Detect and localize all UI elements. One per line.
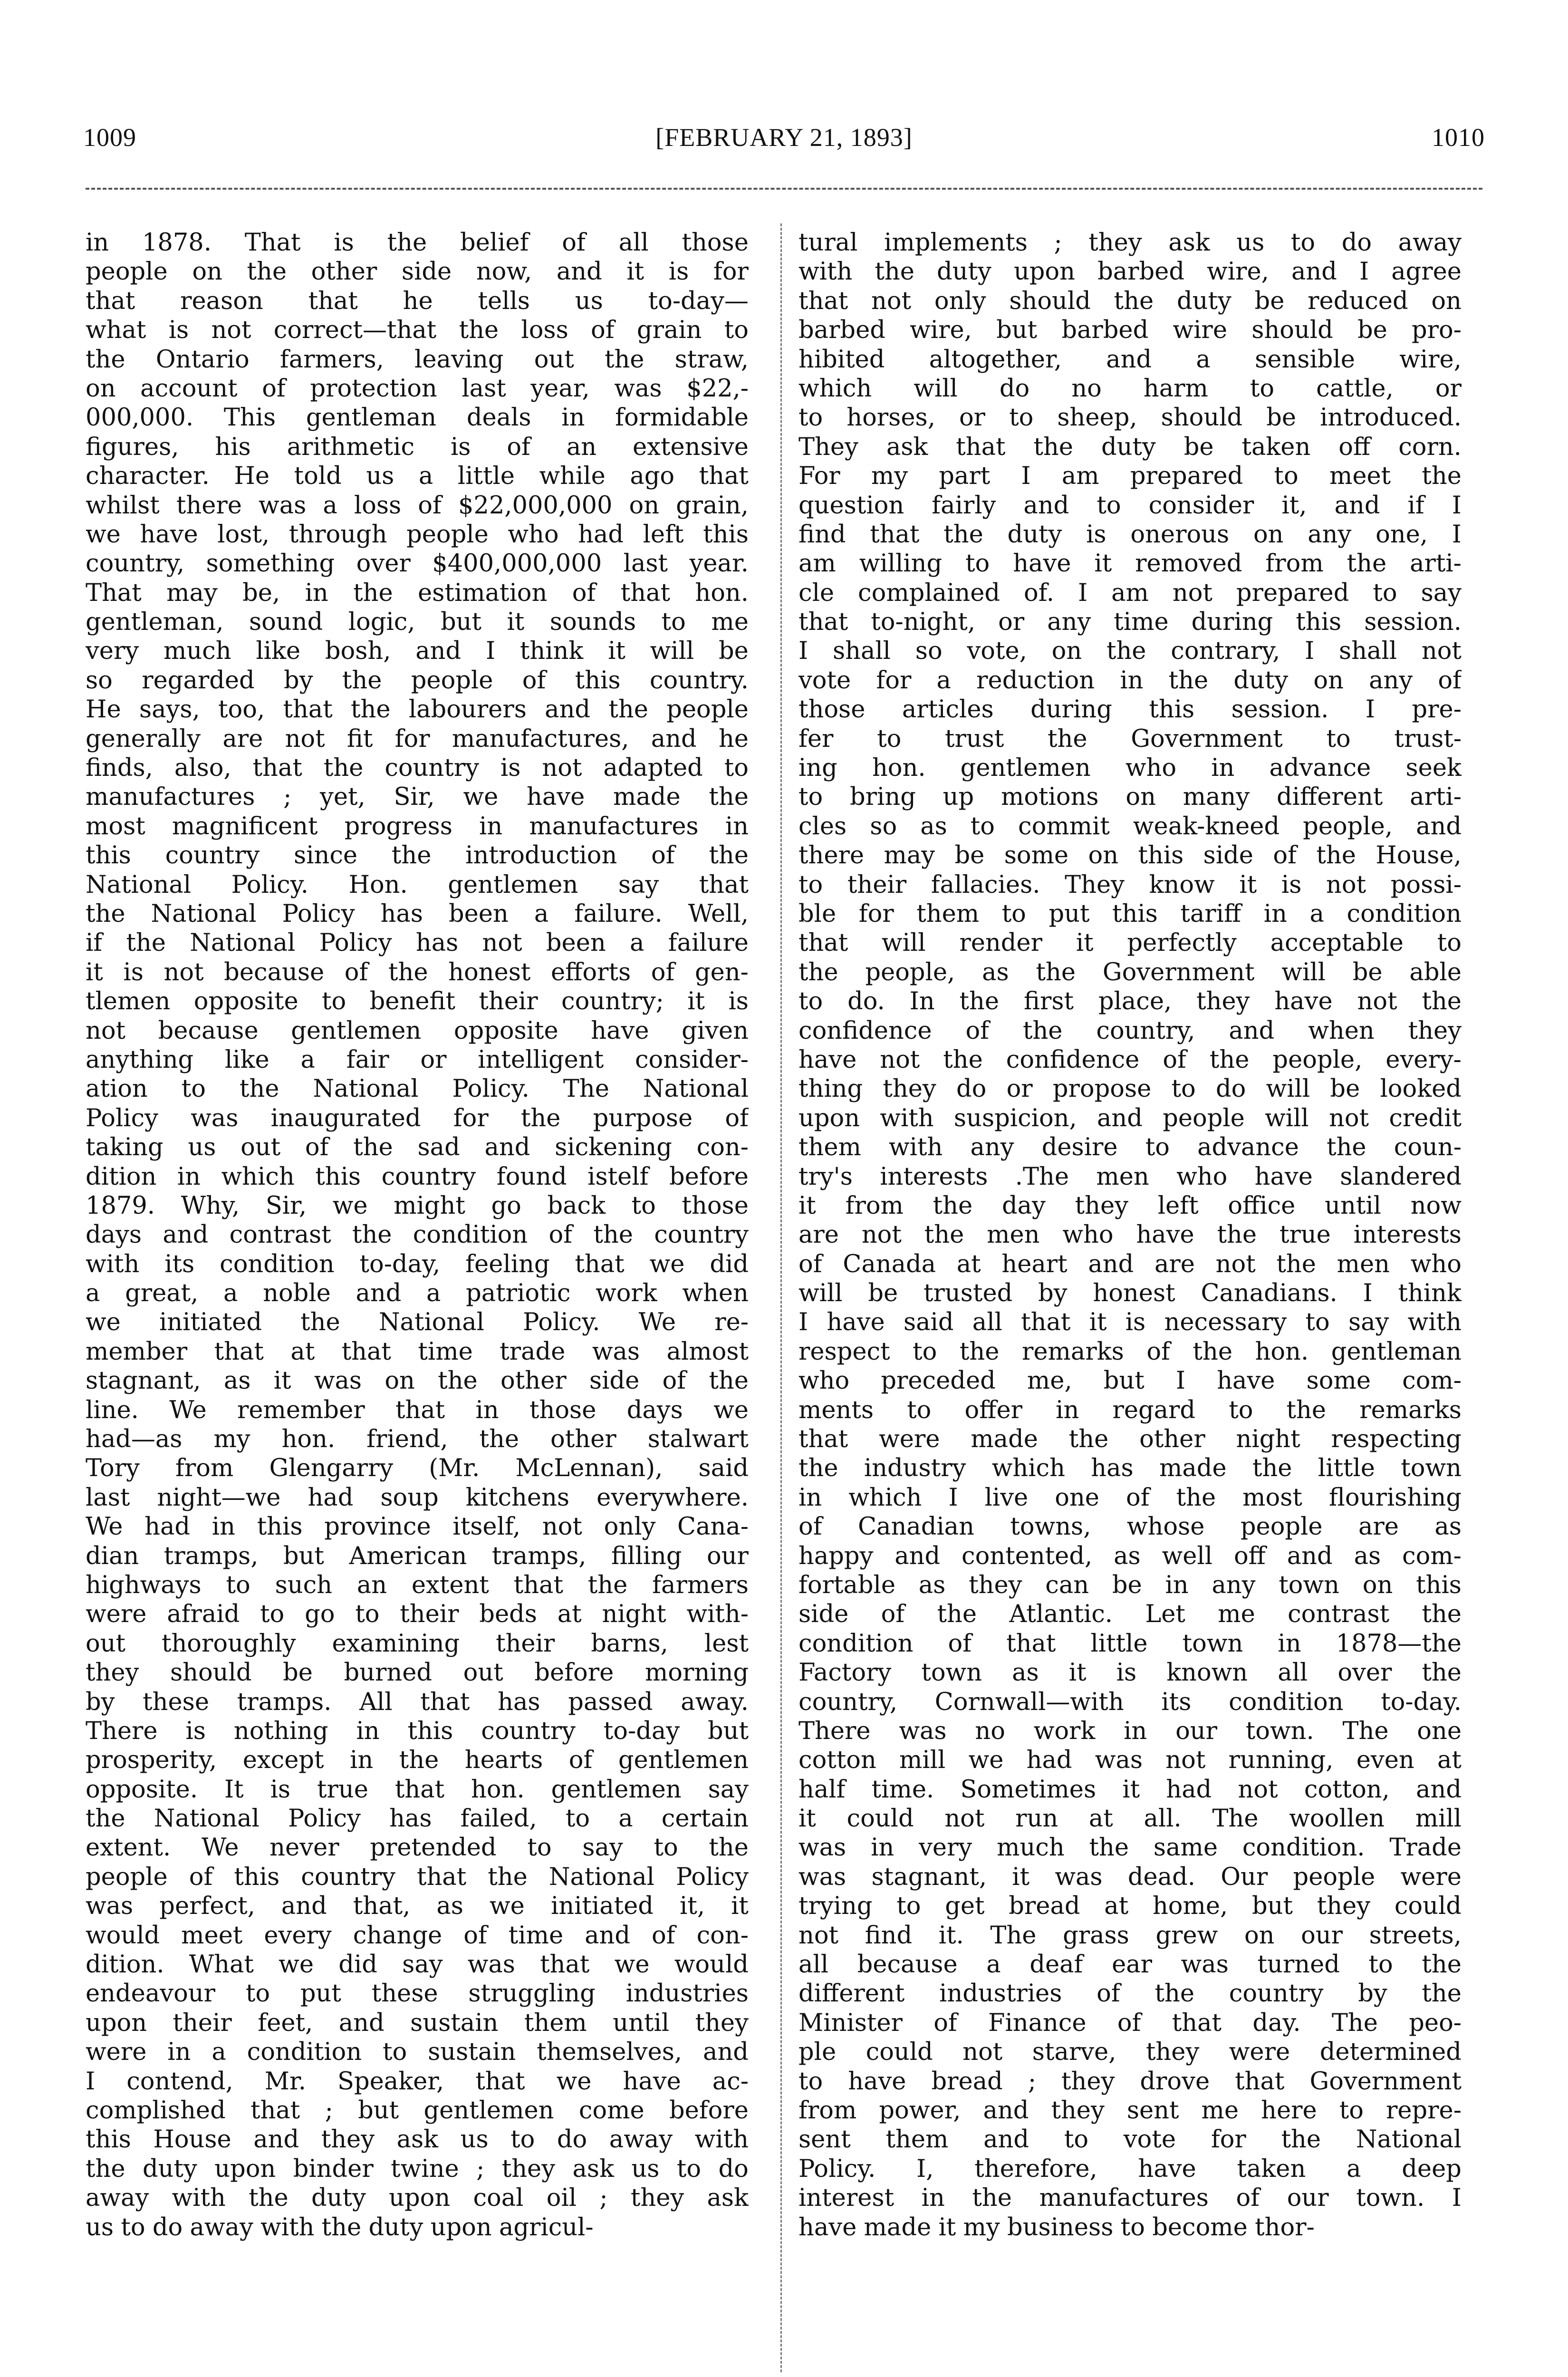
text-line: dition in which this country found istelf before — [86, 1162, 749, 1191]
page-date: [FEBRUARY 21, 1893] — [655, 123, 913, 152]
text-line: ple could not starve, they were determined — [798, 2038, 1462, 2067]
text-line: prosperity, except in the hearts of gentlemen — [86, 1746, 749, 1775]
text-line: not because gentlemen opposite have given — [86, 1016, 749, 1045]
text-line: not find it. The grass grew on our streets, — [798, 1921, 1462, 1950]
text-line: There was no work in our town. The one — [798, 1717, 1462, 1745]
text-line: dian tramps, but American tramps, filling our — [86, 1542, 749, 1570]
text-line: upon with suspicion, and people will not credit — [798, 1104, 1462, 1132]
text-line: I have said all that it is necessary to say with — [798, 1308, 1462, 1337]
text-line: were afraid to go to their beds at night with- — [86, 1600, 749, 1629]
text-line: fortable as they can be in any town on this — [798, 1571, 1462, 1599]
text-line: the National Policy has failed, to a certain — [86, 1805, 749, 1833]
text-line: stagnant, as it was on the other side of the — [86, 1367, 749, 1395]
header-rule — [86, 188, 1482, 190]
text-line: that reason that he tells us to-day— — [86, 287, 749, 315]
text-line: if the National Policy has not been a failure — [86, 929, 749, 957]
text-line: on account of protection last year, was $22,- — [86, 374, 749, 403]
text-line: ation to the National Policy. The National — [86, 1075, 749, 1103]
text-line: which will do no harm to cattle, or — [798, 374, 1462, 403]
text-line: trying to get bread at home, but they could — [798, 1892, 1462, 1921]
page-number-right: 1010 — [1432, 123, 1485, 152]
text-line: from power, and they sent me here to repre- — [798, 2097, 1462, 2125]
text-line: the people, as the Government will be able — [798, 958, 1462, 986]
text-line: with the duty upon barbed wire, and I agree — [798, 258, 1462, 286]
text-line: was stagnant, it was dead. Our people were — [798, 1863, 1462, 1891]
text-line: the industry which has made the little town — [798, 1454, 1462, 1483]
text-line: out thoroughly examining their barns, lest — [86, 1629, 749, 1658]
text-line: member that at that time trade was almost — [86, 1337, 749, 1366]
text-line: vote for a reduction in the duty on any of — [798, 666, 1462, 695]
text-line: side of the Atlantic. Let me contrast the — [798, 1600, 1462, 1629]
text-line: half time. Sometimes it had not cotton, and — [798, 1775, 1462, 1804]
text-line: ing hon. gentlemen who in advance seek — [798, 754, 1462, 783]
text-line: in which I live one of the most flourishing — [798, 1483, 1462, 1512]
text-line: this House and they ask us to do away with — [86, 2126, 749, 2154]
text-line: all because a deaf ear was turned to the — [798, 1951, 1462, 1979]
text-line: it could not run at all. The woollen mill — [798, 1805, 1462, 1833]
text-line: find that the duty is onerous on any one, I — [798, 520, 1462, 549]
text-line: question fairly and to consider it, and if I — [798, 491, 1462, 520]
text-line: different industries of the country by the — [798, 1980, 1462, 2008]
text-line: of Canada at heart and are not the men who — [798, 1250, 1462, 1278]
text-line: cotton mill we had was not running, even at — [798, 1746, 1462, 1775]
text-line: For my part I am prepared to meet the — [798, 462, 1462, 491]
text-line: respect to the remarks of the hon. gentleman — [798, 1337, 1462, 1366]
text-line: finds, also, that the country is not adapted to — [86, 754, 749, 783]
text-line: people on the other side now, and it is for — [86, 258, 749, 286]
text-line: the National Policy has been a failure. Well, — [86, 899, 749, 928]
text-line: I shall so vote, on the contrary, I shall not — [798, 637, 1462, 666]
text-line: There is nothing in this country to-day but — [86, 1717, 749, 1745]
text-line: opposite. It is true that hon. gentlemen say — [86, 1775, 749, 1804]
text-line: days and contrast the condition of the country — [86, 1221, 749, 1249]
text-line: Policy was inaugurated for the purpose of — [86, 1104, 749, 1132]
text-line: them with any desire to advance the coun- — [798, 1133, 1462, 1162]
text-line: Tory from Glengarry (Mr. McLennan), said — [86, 1454, 749, 1483]
text-line: highways to such an extent that the farmers — [86, 1571, 749, 1599]
text-line: it from the day they left office until now — [798, 1191, 1462, 1220]
text-line: am willing to have it removed from the arti- — [798, 550, 1462, 578]
text-line: 1879. Why, Sir, we might go back to those — [86, 1191, 749, 1220]
text-line: cle complained of. I am not prepared to say — [798, 579, 1462, 607]
text-line: fer to trust the Government to trust- — [798, 725, 1462, 753]
column-divider — [780, 223, 782, 2372]
text-line: that will render it perfectly acceptable to — [798, 929, 1462, 957]
text-line: this country since the introduction of the — [86, 841, 749, 870]
text-line: most magnificent progress in manufactures in — [86, 812, 749, 841]
text-line: Policy. I, therefore, have taken a deep — [798, 2155, 1462, 2183]
text-line: to horses, or to sheep, should be introduced. — [798, 404, 1462, 432]
text-line: extent. We never pretended to say to the — [86, 1834, 749, 1862]
text-line: we have lost, through people who had left this — [86, 520, 749, 549]
text-line: confidence of the country, and when they — [798, 1016, 1462, 1045]
text-line: we initiated the National Policy. We re- — [86, 1308, 749, 1337]
text-line: We had in this province itself, not only Cana- — [86, 1513, 749, 1541]
text-line: hibited altogether, and a sensible wire, — [798, 345, 1462, 374]
right-text-column — [798, 228, 1462, 2377]
text-line: so regarded by the people of this country. — [86, 666, 749, 695]
text-line: it is not because of the honest efforts of gen- — [86, 958, 749, 986]
text-line: generally are not fit for manufactures, and he — [86, 725, 749, 753]
text-line: would meet every change of time and of con- — [86, 1921, 749, 1950]
text-line: whilst there was a loss of $22,000,000 on grain, — [86, 491, 749, 520]
text-line: cles so as to commit weak-kneed people, and — [798, 812, 1462, 841]
text-line: tural implements ; they ask us to do away — [798, 229, 1462, 257]
text-line: National Policy. Hon. gentlemen say that — [86, 870, 749, 899]
text-line: They ask that the duty be taken off corn. — [798, 433, 1462, 461]
text-line: were in a condition to sustain themselves, and — [86, 2038, 749, 2067]
text-line: ments to offer in regard to the remarks — [798, 1396, 1462, 1424]
text-line: have not the confidence of the people, every- — [798, 1045, 1462, 1074]
text-line: line. We remember that in those days we — [86, 1396, 749, 1424]
text-line: that not only should the duty be reduced on — [798, 287, 1462, 315]
text-line: a great, a noble and a patriotic work when — [86, 1279, 749, 1308]
text-line: us to do away with the duty upon agricul- — [86, 2213, 594, 2242]
text-line: there may be some on this side of the House, — [798, 841, 1462, 870]
text-line: gentleman, sound logic, but it sounds to me — [86, 608, 749, 637]
text-line: tlemen opposite to benefit their country; it is — [86, 987, 749, 1016]
text-line: That may be, in the estimation of that hon. — [86, 579, 749, 607]
text-line: in 1878. That is the belief of all those — [86, 229, 749, 257]
text-line: sent them and to vote for the National — [798, 2126, 1462, 2154]
text-line: happy and contented, as well off and as com- — [798, 1542, 1462, 1570]
text-line: complished that ; but gentlemen come before — [86, 2097, 749, 2125]
page-header — [83, 123, 1485, 161]
text-line: He says, too, that the labourers and the people — [86, 696, 749, 724]
text-line: that were made the other night respecting — [798, 1425, 1462, 1454]
text-line: they should be burned out before morning — [86, 1659, 749, 1687]
text-line: thing they do or propose to do will be looked — [798, 1075, 1462, 1103]
text-line: to have bread ; they drove that Government — [798, 2067, 1462, 2096]
left-text-column — [86, 228, 749, 2377]
text-line: ble for them to put this tariff in a condition — [798, 899, 1462, 928]
text-line: upon their feet, and sustain them until they — [86, 2009, 749, 2037]
text-line: very much like bosh, and I think it will be — [86, 637, 749, 666]
text-line: country, Cornwall—with its condition to-day. — [798, 1688, 1462, 1716]
text-line: the duty upon binder twine ; they ask us to do — [86, 2155, 749, 2183]
text-line: who preceded me, but I have some com- — [798, 1367, 1462, 1395]
text-line: what is not correct—that the loss of grain to — [86, 316, 749, 345]
text-line: to their fallacies. They know it is not possi- — [798, 870, 1462, 899]
text-line: with its condition to-day, feeling that we did — [86, 1250, 749, 1278]
text-line: had—as my hon. friend, the other stalwart — [86, 1425, 749, 1454]
text-line: taking us out of the sad and sickening con- — [86, 1133, 749, 1162]
text-line: by these tramps. All that has passed away. — [86, 1688, 749, 1716]
text-line: dition. What we did say was that we would — [86, 1951, 749, 1979]
page-number-left: 1009 — [83, 123, 136, 152]
text-line: country, something over $400,000,000 last year. — [86, 550, 749, 578]
text-line: condition of that little town in 1878—the — [798, 1629, 1462, 1658]
text-line: character. He told us a little while ago that — [86, 462, 749, 491]
text-line: of Canadian towns, whose people are as — [798, 1513, 1462, 1541]
text-line: interest in the manufactures of our town. I — [798, 2184, 1462, 2213]
text-line: was perfect, and that, as we initiated it, it — [86, 1892, 749, 1921]
text-line: those articles during this session. I pre- — [798, 696, 1462, 724]
text-line: figures, his arithmetic is of an extensive — [86, 433, 749, 461]
text-line: Factory town as it is known all over the — [798, 1659, 1462, 1687]
text-line: I contend, Mr. Speaker, that we have ac- — [86, 2067, 749, 2096]
text-line: barbed wire, but barbed wire should be pro- — [798, 316, 1462, 345]
text-line: Minister of Finance of that day. The peo- — [798, 2009, 1462, 2037]
text-line: the Ontario farmers, leaving out the straw, — [86, 345, 749, 374]
text-line: manufactures ; yet, Sir, we have made the — [86, 783, 749, 812]
text-line: that to-night, or any time during this session. — [798, 608, 1462, 637]
text-line: endeavour to put these struggling industries — [86, 1980, 749, 2008]
text-line: to do. In the first place, they have not the — [798, 987, 1462, 1016]
text-line: 000,000. This gentleman deals in formidable — [86, 404, 749, 432]
text-line: will be trusted by honest Canadians. I think — [798, 1279, 1462, 1308]
text-line: try's interests .The men who have slandered — [798, 1162, 1462, 1191]
text-line: to bring up motions on many different arti- — [798, 783, 1462, 812]
text-line: people of this country that the National Policy — [86, 1863, 749, 1891]
text-line: away with the duty upon coal oil ; they ask — [86, 2184, 749, 2213]
text-line: last night—we had soup kitchens everywhere. — [86, 1483, 749, 1512]
text-line: have made it my business to become thor- — [798, 2213, 1315, 2242]
text-line: anything like a fair or intelligent consider- — [86, 1045, 749, 1074]
text-line: was in very much the same condition. Trade — [798, 1834, 1462, 1862]
text-line: are not the men who have the true interests — [798, 1221, 1462, 1249]
